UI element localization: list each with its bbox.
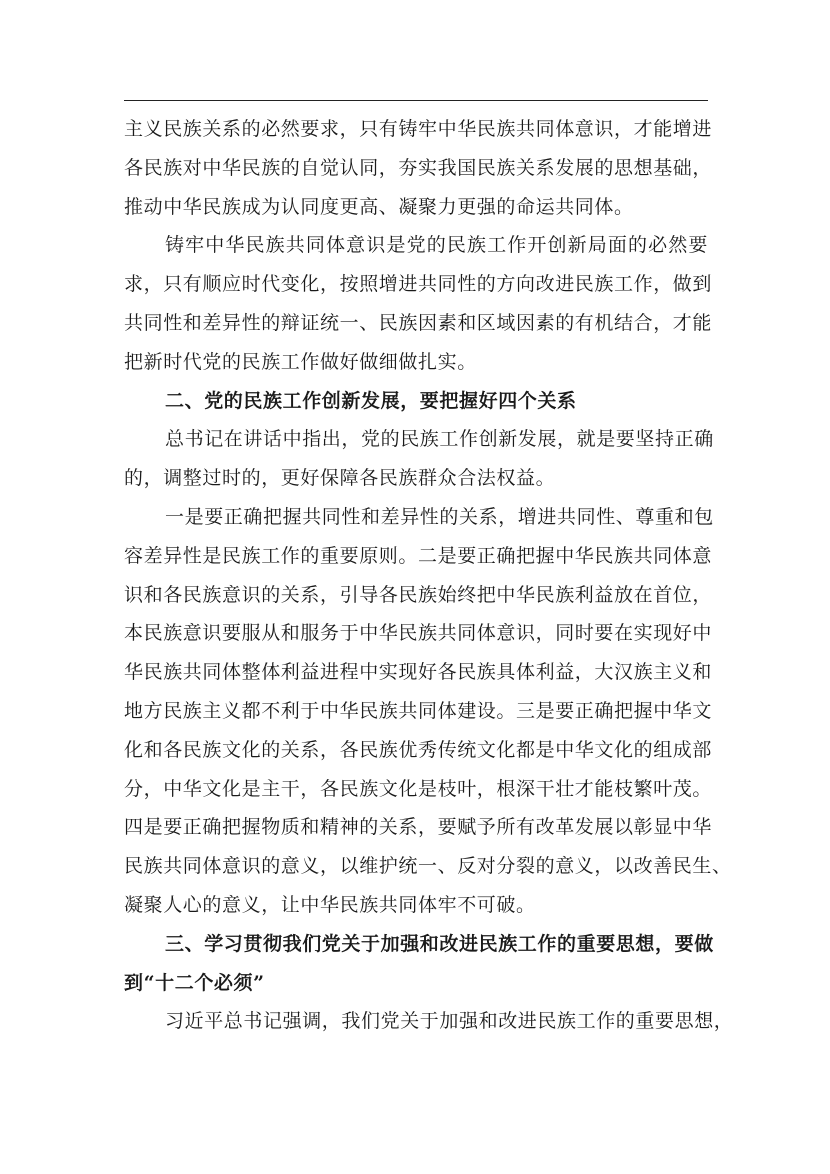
text-line: 铸牢中华民族共同体意识是党的民族工作开创新局面的必然要 <box>165 234 708 257</box>
paragraph <box>124 1002 734 1041</box>
text-line: 容差异性是民族工作的重要原则。二是要正确把握中华民族共同体意 <box>124 544 713 567</box>
text-line: 识和各民族意识的关系，引导各民族始终把中华民族利益放在首位， <box>124 583 713 606</box>
header-rule <box>124 100 708 101</box>
text-line: 的，调整过时的，更好保障各民族群众合法权益。 <box>124 467 556 490</box>
paragraph <box>124 226 713 381</box>
text-line: 共同性和差异性的辩证统一、民族因素和区域因素的有机结合，才能 <box>124 311 713 334</box>
text-line: 四是要正确把握物质和精神的关系，要赋予所有改革发展以彰显中华 <box>124 816 713 839</box>
section-heading <box>124 925 714 1003</box>
text-line: 地方民族主义都不利于中华民族共同体建设。三是要正确把握中华文 <box>124 699 713 722</box>
text-line: 把新时代党的民族工作做好做细做扎实。 <box>124 350 477 373</box>
text-line: 求，只有顺应时代变化，按照增进共同性的方向改进民族工作，做到 <box>124 273 713 296</box>
text-line: 推动中华民族成为认同度更高、凝聚力更强的命运共同体。 <box>124 195 634 218</box>
text-line: 民族共同体意识的意义，以维护统一、反对分裂的意义，以改善民生、 <box>124 855 732 878</box>
paragraph <box>124 110 713 226</box>
text-line: 主义民族关系的必然要求，只有铸牢中华民族共同体意识，才能增进 <box>124 118 713 140</box>
text-line: 本民族意识要服从和服务于中华民族共同体意识，同时要在实现好中 <box>124 622 713 645</box>
text-line: 习近平总书记强调，我们党关于加强和改进民族工作的重要思想， <box>165 1010 734 1033</box>
text-line: 华民族共同体整体利益进程中实现好各民族具体利益，大汉族主义和 <box>124 661 713 684</box>
text-line: 凝聚人心的意义，让中华民族共同体牢不可破。 <box>124 893 536 916</box>
heading-line: 二、党的民族工作创新发展，要把握好四个关系 <box>165 389 577 412</box>
paragraph <box>124 498 732 925</box>
paragraph <box>124 420 714 498</box>
section-heading <box>124 382 708 421</box>
text-line: 分，中华文化是主干，各民族文化是枝叶，根深干壮才能枝繁叶茂。 <box>124 777 713 800</box>
text-line: 一是要正确把握共同性和差异性的关系，增进共同性、尊重和包 <box>165 505 714 528</box>
heading-line: 到“十二个必须” <box>124 971 265 994</box>
text-line: 各民族对中华民族的自觉认同，夯实我国民族关系发展的思想基础， <box>124 156 713 179</box>
heading-line: 三、学习贯彻我们党关于加强和改进民族工作的重要思想，要做 <box>165 932 714 955</box>
document-body <box>124 110 734 1041</box>
text-line: 化和各民族文化的关系，各民族优秀传统文化都是中华文化的组成部 <box>124 738 713 761</box>
text-line: 总书记在讲话中指出，党的民族工作创新发展，就是要坚持正确 <box>165 428 714 451</box>
